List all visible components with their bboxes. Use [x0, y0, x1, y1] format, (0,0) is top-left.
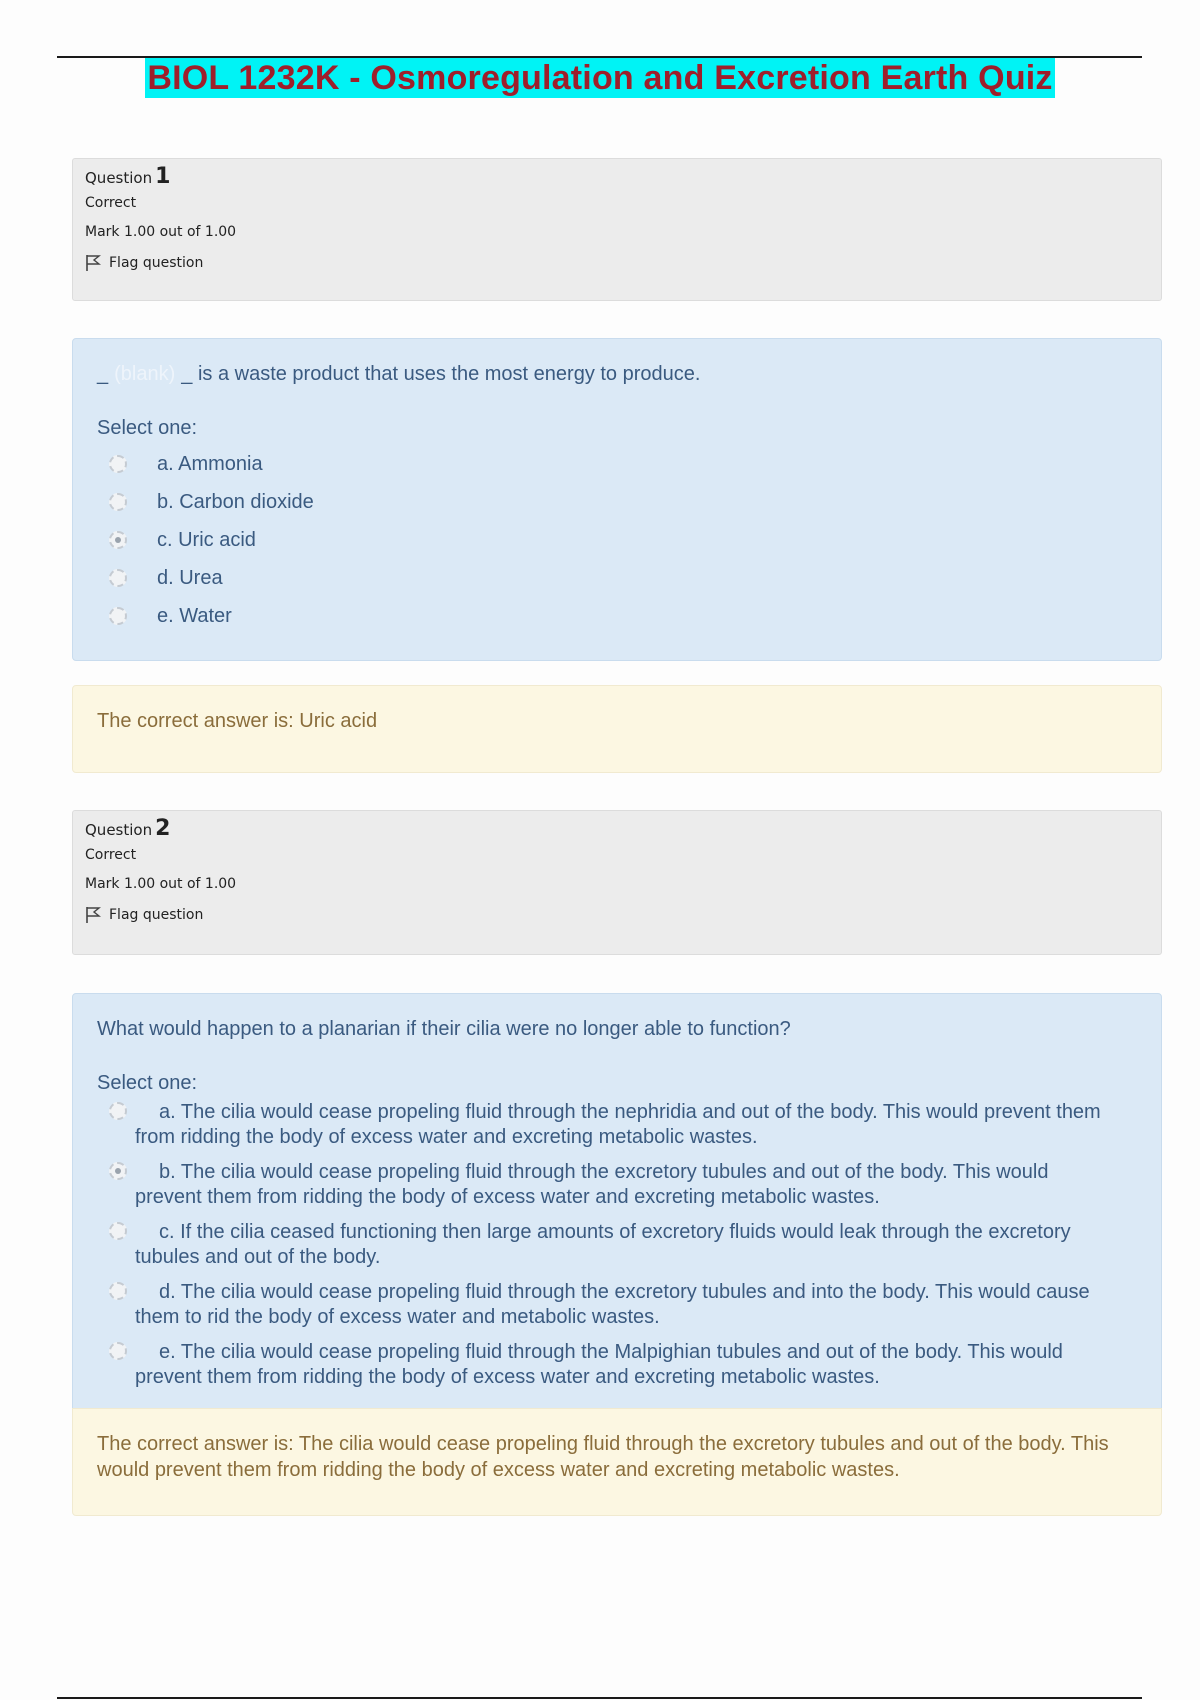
blank-placeholder: (blank) — [114, 363, 176, 385]
question-2-formulation — [72, 993, 1162, 1418]
question-1-text — [97, 361, 1137, 387]
question-2-number-line — [85, 816, 1149, 841]
option-label: e. Water — [157, 604, 232, 627]
radio-button[interactable] — [109, 1342, 127, 1360]
option-label: d. Urea — [157, 566, 223, 589]
question-2-options — [97, 1100, 1137, 1390]
question-label: Question — [85, 821, 153, 839]
option-e[interactable] — [97, 597, 1137, 635]
question-1-number-line — [85, 164, 1149, 189]
radio-button[interactable] — [109, 455, 127, 473]
bottom-rule — [57, 1697, 1142, 1699]
option-label: c. If the cilia ceased functioning then large amounts of excretory fluids would leak through the excretory tubules and out of the body. — [135, 1221, 1071, 1268]
question-2-text: What would happen to a planarian if their cilia were no longer able to function? — [97, 1018, 791, 1040]
radio-button[interactable] — [109, 607, 127, 625]
option-a[interactable] — [97, 1100, 1137, 1150]
option-e[interactable] — [97, 1340, 1137, 1390]
blank-prefix: _ — [97, 363, 109, 385]
option-label: c. Uric acid — [157, 528, 256, 551]
radio-button[interactable] — [109, 569, 127, 587]
question-1-feedback — [72, 685, 1162, 773]
flag-question-button[interactable] — [85, 898, 1149, 932]
question-1-text-body: _ is a waste product that uses the most energy to produce. — [181, 363, 701, 385]
question-label: Question — [85, 169, 153, 187]
radio-button[interactable] — [109, 1102, 127, 1120]
title-wrap — [0, 58, 1200, 98]
option-label: a. The cilia would cease propeling fluid through the nephridia and out of the body. This would prevent them from ridding the body of excess water and excreting metabolic wastes. — [135, 1101, 1101, 1148]
flag-icon — [85, 906, 101, 924]
option-label: e. The cilia would cease propeling fluid through the Malpighian tubules and out of the body. This would prevent them from ridding the body of excess water and excreting metabolic wastes. — [135, 1341, 1063, 1388]
radio-button[interactable] — [109, 1222, 127, 1240]
select-one-label: Select one: — [97, 1072, 198, 1094]
option-b[interactable] — [97, 483, 1137, 521]
correct-answer-text: The correct answer is: Uric acid — [97, 710, 378, 732]
option-label: b. Carbon dioxide — [157, 490, 314, 513]
question-2-feedback — [72, 1408, 1162, 1516]
radio-button[interactable] — [109, 1282, 127, 1300]
option-a[interactable] — [97, 445, 1137, 483]
option-d[interactable] — [97, 1280, 1137, 1330]
question-2-info — [72, 810, 1162, 955]
option-b[interactable] — [97, 1160, 1137, 1210]
option-label: a. Ammonia — [157, 452, 263, 475]
radio-button-selected[interactable] — [109, 531, 127, 549]
flag-icon — [85, 254, 101, 272]
question-state: Correct — [85, 847, 137, 863]
option-label: d. The cilia would cease propeling fluid through the excretory tubules and into the body. This would cause them to rid the body of excess water and metabolic wastes. — [135, 1281, 1090, 1328]
radio-button-selected[interactable] — [109, 1162, 127, 1180]
question-number: 1 — [155, 164, 171, 189]
radio-button[interactable] — [109, 493, 127, 511]
question-state: Correct — [85, 195, 137, 211]
question-number: 2 — [155, 816, 171, 841]
question-mark: Mark 1.00 out of 1.00 — [85, 224, 237, 240]
option-label: b. The cilia would cease propeling fluid through the excretory tubules and out of the body. This would prevent them from ridding the body of excess water and excreting metabolic wastes. — [135, 1161, 1049, 1208]
question-1-info — [72, 158, 1162, 301]
option-c[interactable] — [97, 1220, 1137, 1270]
flag-question-label: Flag question — [109, 255, 204, 271]
page-title: BIOL 1232K - Osmoregulation and Excretion Earth Quiz — [147, 59, 1053, 97]
flag-question-button[interactable] — [85, 246, 1149, 280]
correct-answer-text: The correct answer is: The cilia would cease propeling fluid through the excretory tubules and out of the body. This would prevent them from ridding the body of excess water and excreting metabolic wastes. — [97, 1433, 1109, 1481]
option-c[interactable] — [97, 521, 1137, 559]
question-1-formulation — [72, 338, 1162, 661]
select-one-label: Select one: — [97, 417, 198, 439]
question-mark: Mark 1.00 out of 1.00 — [85, 876, 237, 892]
option-d[interactable] — [97, 559, 1137, 597]
flag-question-label: Flag question — [109, 907, 204, 923]
question-1-options — [97, 445, 1137, 635]
